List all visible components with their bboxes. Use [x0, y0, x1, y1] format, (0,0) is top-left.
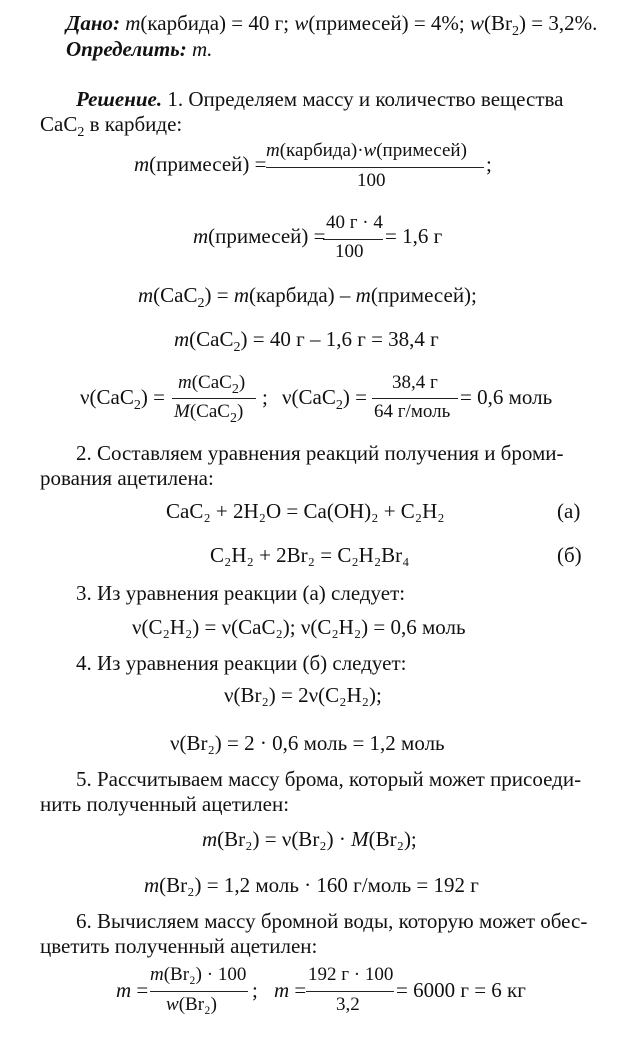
eq8: ν(Br₂) = 2 · 0,6 моль = 1,2 моль — [170, 731, 445, 755]
given-br2-pre: (Br — [484, 11, 513, 35]
eq2-fraction-bar — [323, 239, 383, 240]
solution-step1-line2: CaC$_2$ в карбиде: — [40, 112, 183, 140]
eq7: ν(Br₂) = 2ν(C₂H₂); — [224, 683, 382, 707]
eq5-lhs: ν(CaC$_2$) = — [80, 385, 165, 413]
eq2-lhs: m(примесей) = — [193, 224, 326, 248]
eq5b-denominator: 64 г/моль — [374, 401, 451, 422]
reaction-b-tag: (б) — [557, 543, 582, 567]
eq10: m(Br₂) = 1,2 моль · 160 г/моль = 192 г — [144, 873, 479, 897]
step2-line2: рования ацетилена: — [40, 466, 214, 490]
eq2-denominator: 100 — [335, 241, 364, 262]
eq12-numerator: 192 г · 100 — [308, 964, 394, 985]
find-line — [66, 36, 212, 62]
eq11-denominator: w(Br₂) — [166, 994, 217, 1015]
step5-line1: 5. Рассчитываем массу брома, который может присоеди- — [76, 767, 582, 791]
eq1-fraction-bar — [266, 167, 484, 168]
eq5b-fraction-bar — [372, 398, 458, 399]
eq5b-lhs: ν(CaC$_2$) = — [282, 385, 367, 413]
given-br2-post: ) = 3,2%. — [519, 11, 598, 35]
step1-text-a: 1. Определяем массу и количество вещества — [167, 87, 564, 111]
eq12-fraction-bar — [306, 991, 394, 992]
step2-line1: 2. Составляем уравнения реакций получения и броми- — [76, 441, 564, 465]
eq11-fraction-bar — [150, 991, 248, 992]
eq5-numerator: m(CaC$_2$) — [178, 372, 246, 397]
step3-line: 3. Из уравнения реакции (а) следует: — [76, 581, 406, 605]
given-line: Дано: m(карбида) = 40 г; w(примесей) = 4%; $w(Br_2) = 3,2\%$. — [66, 11, 598, 39]
reaction-b: C₂H₂ + 2Br₂ = C₂H₂Br₄ — [210, 543, 410, 567]
eq9: m(Br₂) = ν(Br₂) · M(Br₂); — [202, 827, 417, 851]
eq11-numerator: m(Br₂) · 100 — [150, 964, 247, 985]
eq1-denominator: 100 — [357, 170, 386, 191]
reaction-a-tag: (а) — [557, 499, 581, 523]
eq12-result: = 6000 г = 6 кг — [396, 978, 526, 1002]
eq11-separator: ; — [252, 978, 258, 1002]
step6-line2: цветить полученный ацетилен: — [40, 934, 318, 958]
given-carbide-mass: (карбида) = 40 г; — [140, 11, 290, 35]
step5-line2: нить полученный ацетилен: — [40, 792, 290, 816]
reaction-a: CaC₂ + 2H₂O = Ca(OH)₂ + C₂H₂ — [166, 499, 445, 523]
eq4: m(CaC$_2$) = 40 г – 1,6 г = 38,4 г — [174, 327, 439, 355]
eq1-numerator: m(карбида)·w(примесей) — [266, 140, 467, 161]
eq5-fraction-bar — [172, 398, 256, 399]
eq5-denominator: M(CaC$_2$) — [174, 401, 244, 426]
eq2-numerator: 40 г · 4 — [326, 212, 383, 233]
eq5b-numerator: 38,4 г — [392, 372, 438, 393]
step6-line1: 6. Вычисляем массу бромной воды, которую может обес- — [76, 909, 588, 933]
eq12-denominator: 3,2 — [336, 994, 360, 1015]
find-label: Определить: — [66, 37, 187, 61]
eq6: ν(C₂H₂) = ν(CaC₂); ν(C₂H₂) = 0,6 моль — [132, 615, 466, 639]
solution-step1-line1 — [76, 86, 563, 112]
eq1-end: ; — [486, 152, 492, 176]
given-impurity-fraction: (примесей) = 4%; — [308, 11, 465, 35]
eq2-result: = 1,6 г — [385, 224, 443, 248]
eq5-separator: ; — [262, 385, 268, 409]
eq12-lhs: m = — [274, 978, 307, 1002]
eq5b-result: = 0,6 моль — [460, 385, 553, 409]
eq11-lhs: m = — [116, 978, 149, 1002]
eq3: m(CaC$_2$) = m(карбида) – m(примесей); — [138, 283, 477, 311]
given-label: Дано: — [66, 11, 120, 35]
step4-line: 4. Из уравнения реакции (б) следует: — [76, 651, 407, 675]
find-target: m. — [192, 37, 213, 61]
solution-label: Решение. — [76, 87, 163, 111]
eq1-lhs: m(примесей) = — [134, 152, 267, 176]
